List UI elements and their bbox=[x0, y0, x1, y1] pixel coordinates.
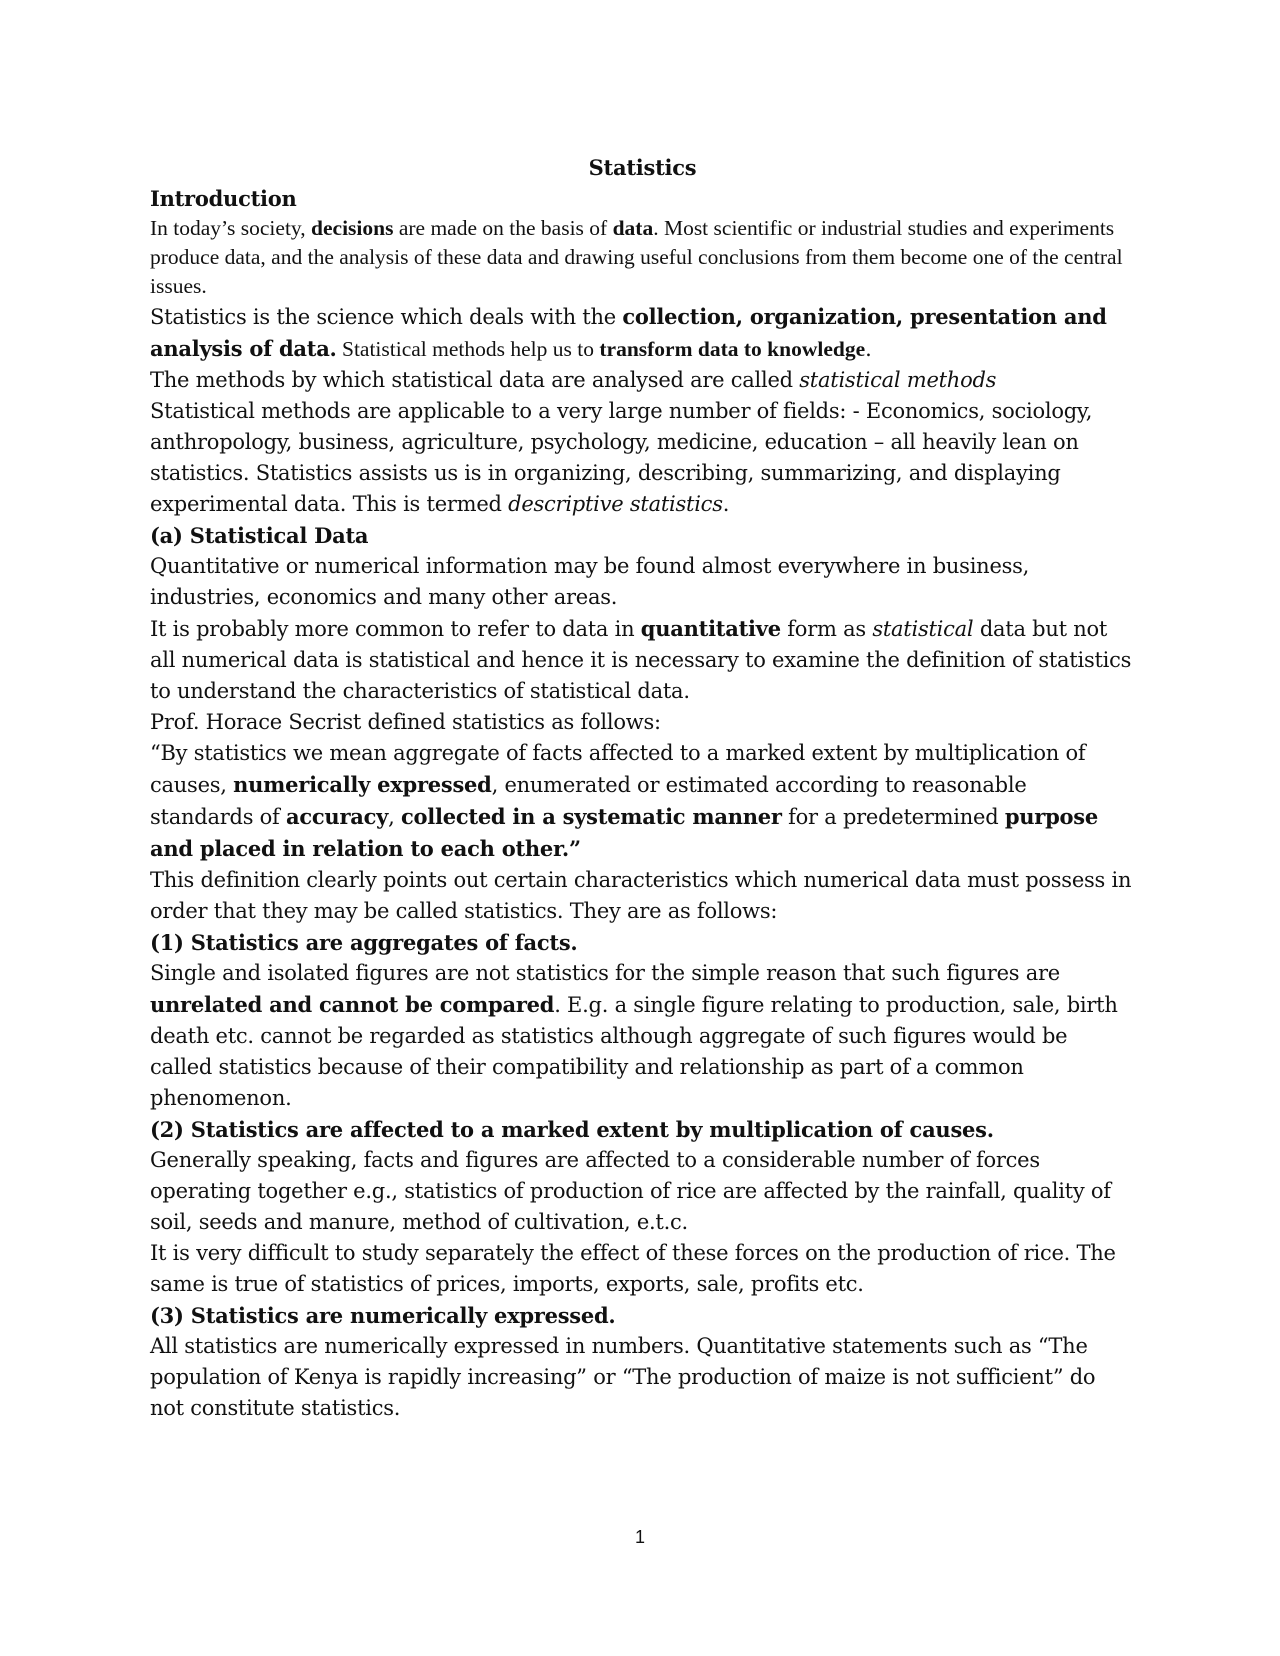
bold-term: collected in a systematic manner bbox=[400, 804, 782, 829]
text-run: In today’s society, bbox=[150, 216, 312, 240]
intro-heading: Introduction bbox=[150, 186, 297, 211]
bold-term: quantitative bbox=[640, 616, 781, 641]
section-a-paragraph-3: Prof. Horace Secrist defined statistics as follows: bbox=[150, 710, 661, 734]
text-run: “By statistics we mean aggregate of facts affected to a marked extent by multiplication of causes, bbox=[150, 741, 1086, 797]
section-a-paragraph-4: This definition clearly points out certain characteristics which numerical data must possess in order that they may be called statistics. They are as follows: bbox=[150, 868, 1132, 923]
text-run: , bbox=[388, 805, 401, 829]
bold-term: accuracy bbox=[286, 804, 389, 829]
text-run: . bbox=[722, 492, 730, 516]
intro-paragraph-4 bbox=[150, 396, 1135, 520]
text-run: . E.g. a single figure relating to production, sale, birth death etc. cannot be regarded as statistics although aggregate of such figures would be called statistics because of their compatibility and relationship as part of a common phenomenon. bbox=[150, 993, 1118, 1110]
characteristic-1-paragraph bbox=[150, 958, 1135, 1114]
bold-term: collection, organization, presentation and analysis of data. bbox=[150, 304, 1107, 361]
bold-term: purpose and placed in relation to each other.” bbox=[150, 804, 1098, 861]
intro-paragraph-1 bbox=[150, 214, 1135, 301]
bold-term: numerically expressed bbox=[233, 772, 492, 797]
section-a-paragraph-2 bbox=[150, 613, 1135, 707]
page-number: 1 bbox=[634, 1527, 645, 1547]
text-run: The methods by which statistical data are analysed are called bbox=[150, 368, 800, 392]
text-run: for a predetermined bbox=[781, 805, 1005, 829]
page-title: Statistics bbox=[588, 155, 697, 180]
text-run: are made on the basis of bbox=[393, 216, 613, 240]
characteristic-1-heading: (1) Statistics are aggregates of facts. bbox=[150, 930, 578, 955]
section-a-paragraph-1: Quantitative or numerical information may be found almost everywhere in business, industries, economics and many other areas. bbox=[150, 554, 1030, 609]
text-run: Statistical methods help us to bbox=[336, 337, 600, 361]
italic-term: statistical methods bbox=[799, 368, 997, 392]
text-run: data but not all numerical data is statistical and hence it is necessary to examine the definition of statistics to understand the characteristics of statistical data. bbox=[150, 617, 1132, 703]
text-run: It is probably more common to refer to data in bbox=[150, 617, 641, 641]
text-run: . bbox=[865, 337, 872, 361]
characteristic-2-paragraph-2: It is very difficult to study separately the effect of these forces on the production of rice. The same is true of statistics of prices, imports, exports, sale, profits etc. bbox=[150, 1241, 1116, 1296]
text-run: form as bbox=[780, 617, 873, 641]
characteristic-3-heading: (3) Statistics are numerically expressed. bbox=[150, 1303, 616, 1328]
bold-term: unrelated and cannot be compared bbox=[150, 992, 555, 1017]
secrist-definition-quote bbox=[150, 738, 1135, 865]
text-run: Statistics is the science which deals with the bbox=[150, 305, 623, 329]
bold-term: transform data to knowledge bbox=[599, 337, 866, 361]
bold-term: data bbox=[612, 216, 654, 240]
characteristic-3-paragraph: All statistics are numerically expressed in numbers. Quantitative statements such as “The population of Kenya is rapidly increasing” or “The production of maize is not sufficient” do not constitute statistics. bbox=[150, 1334, 1096, 1420]
text-run: Single and isolated figures are not statistics for the simple reason that such figures are bbox=[150, 961, 1060, 985]
characteristic-2-paragraph-1: Generally speaking, facts and figures are affected to a considerable number of forces operating together e.g., statistics of production of rice are affected by the rainfall, quality of soil, seeds and manure, method of cultivation, e.t.c. bbox=[150, 1148, 1111, 1234]
text-run: . Most scientific or industrial studies and experiments produce data, and the analysis of these data and drawing useful conclusions from them become one of the central issues. bbox=[150, 216, 1123, 298]
characteristic-2-heading: (2) Statistics are affected to a marked extent by multiplication of causes. bbox=[150, 1117, 994, 1142]
page-content bbox=[150, 152, 1135, 1424]
intro-paragraph-2 bbox=[150, 301, 1135, 365]
text-run: Statistical methods are applicable to a very large number of fields: - Economics, sociology, anthropology, business, agriculture, psychology, medicine, education – all heavily lean on statistics. Statistics assists us is in organizing, describing, summarizing, and displaying experimental data. This is termed bbox=[150, 399, 1093, 516]
intro-paragraph-3 bbox=[150, 365, 1135, 396]
italic-term: descriptive statistics bbox=[508, 492, 723, 516]
section-a-heading: (a) Statistical Data bbox=[150, 523, 369, 548]
bold-term: decisions bbox=[311, 216, 394, 240]
italic-term: statistical bbox=[872, 617, 974, 641]
text-run: , enumerated or estimated according to reasonable standards of bbox=[150, 773, 1027, 829]
